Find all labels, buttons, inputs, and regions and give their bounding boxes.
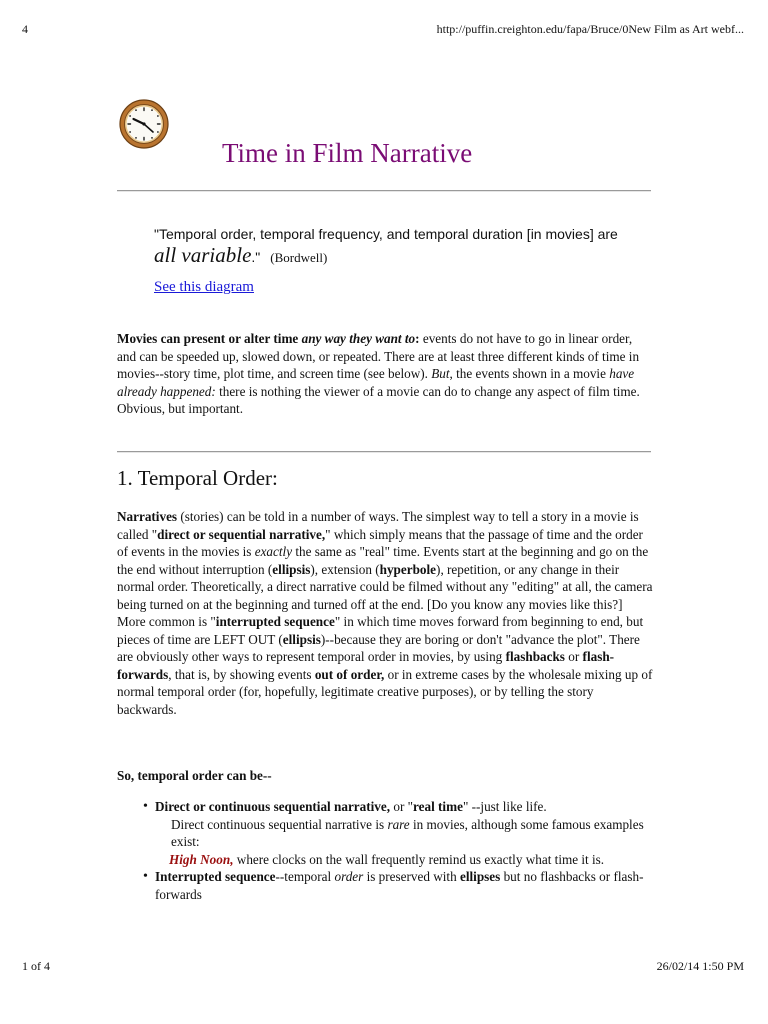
term-direct: direct or sequential narrative,	[157, 526, 326, 542]
item-realtime: real time	[413, 799, 463, 814]
divider	[117, 190, 651, 192]
term-outoforder: out of order,	[314, 666, 385, 682]
para-text: the same as "real" time. Events start at the beginning and go on the the end without interruption (	[117, 544, 649, 577]
term-exactly: exactly	[254, 544, 293, 559]
item-rare: rare	[387, 816, 410, 832]
intro-body: events do not have to go in linear order, and can be speeded up, slowed down, or repeated. There are at least three different kinds of time in movies--story time, plot time, and screen time (see below).	[117, 331, 640, 381]
item-text: where clocks on the wall frequently remind us exactly what time it is.	[233, 851, 605, 867]
temporal-order-paragraph	[117, 508, 653, 718]
para-text: " which simply means that the passage of time and the order of events in the movies is	[117, 526, 643, 559]
quote-end: ."	[251, 249, 261, 265]
term-hyperbole: hyperbole	[379, 561, 437, 577]
term-narratives: Narratives	[117, 509, 178, 524]
para-text: , that is, by showing events	[168, 666, 315, 682]
item-example	[155, 851, 663, 869]
term-ellipsis: ellipsis	[272, 561, 311, 577]
item-order: order	[334, 869, 364, 884]
para-text: ), repetition, or any change in their normal order. Theoretically, a direct narrative could be filmed without any "editing" at all, the camera being turned on at the beginning and turned off at the end. [Do you know any movies like this?] More common is "	[117, 561, 653, 629]
intro-paragraph	[117, 330, 653, 418]
intro-but: But	[431, 366, 450, 381]
intro-body: , the events shown in a movie	[449, 366, 610, 381]
page-title: Time in Film Narrative	[222, 138, 473, 168]
para-text: or	[564, 649, 583, 664]
item-sub	[155, 816, 663, 851]
see-diagram-link[interactable]: See this diagram	[154, 279, 254, 295]
item-text: but no flashbacks or flash-forwards	[155, 869, 644, 902]
item-ellipses: ellipses	[459, 869, 501, 884]
bordwell-quote	[154, 224, 624, 268]
item-text: Direct continuous sequential narrative is	[171, 816, 388, 832]
term-ellipsis: ellipsis	[282, 631, 321, 647]
so-line	[117, 767, 653, 785]
list-item	[143, 868, 663, 903]
term-interrupted: interrupted sequence	[215, 614, 335, 629]
intro-body: there is nothing the viewer of a movie can do to change any aspect of film time. Obvious, but important.	[117, 383, 640, 416]
divider	[117, 451, 651, 453]
para-text: or in extreme cases by the wholesale mixing up of normal temporal order (for, hopefully, legitimate creative purposes), or by telling the story backwards.	[117, 666, 653, 717]
list-item	[143, 798, 663, 868]
clock-icon	[119, 99, 169, 149]
intro-already: have already happened:	[117, 366, 635, 399]
item-text: or "	[390, 799, 414, 814]
item-text: is preserved with	[363, 869, 460, 884]
quote-text: "Temporal order, temporal frequency, and temporal duration [in movies] are	[154, 226, 618, 242]
item-lead: Direct or continuous sequential narrative,	[155, 799, 391, 814]
temporal-order-list	[143, 798, 663, 903]
header-page-number: 4	[22, 22, 28, 36]
item-lead: Interrupted sequence	[155, 869, 276, 884]
quote-emphasis: all variable	[154, 243, 252, 267]
para-text: (stories) can be told in a number of ways. The simplest way to tell a story in a movie is called "	[117, 509, 639, 542]
para-text: " in which time moves forward from beginning to end, but pieces of time are LEFT OUT (	[117, 614, 644, 647]
film-title: High Noon,	[169, 851, 234, 867]
quote-citation: (Bordwell)	[270, 250, 328, 265]
so-text: So, temporal order can be--	[117, 768, 272, 783]
intro-lead: Movies can present or alter time	[117, 331, 302, 346]
item-text: in movies, although some famous examples exist:	[171, 816, 644, 849]
intro-lead-italic: any way they want to	[301, 331, 416, 346]
term-flashbacks: flashbacks	[505, 649, 565, 664]
item-text: " --just like life.	[462, 799, 547, 814]
para-text: )--because they are boring or don't "advance the plot". There are obviously other ways to represent temporal order in movies, by using	[117, 631, 640, 664]
para-text: ), extension (	[310, 561, 380, 577]
footer-datetime: 26/02/14 1:50 PM	[656, 959, 744, 973]
header-url: http://puffin.creighton.edu/fapa/Bruce/0New Film as Art webf...	[436, 22, 744, 36]
intro-colon: :	[415, 331, 420, 346]
section-heading: 1. Temporal Order:	[117, 466, 278, 490]
item-text: --temporal	[275, 869, 335, 884]
footer-page-count: 1 of 4	[22, 959, 50, 973]
term-flashforwards: flash-forwards	[117, 649, 615, 682]
